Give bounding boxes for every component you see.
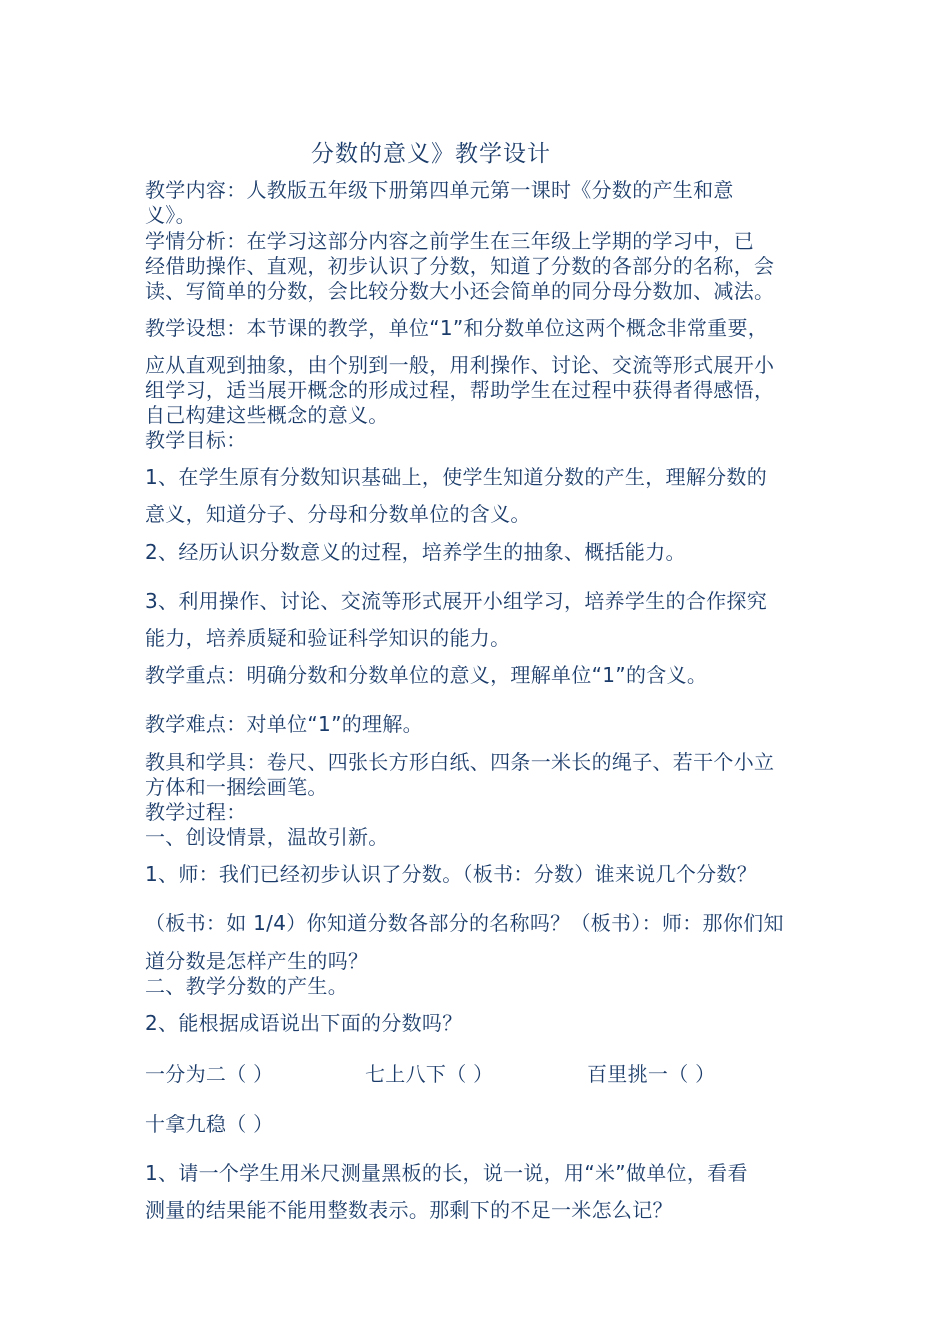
paragraph-line: 组学习，适当展开概念的形成过程，帮助学生在过程中获得者得感悟， — [145, 378, 775, 402]
paragraph-line: 1、请一个学生用米尺测量黑板的长，说一说，用“米”做单位，看看 — [145, 1161, 748, 1185]
paragraph-line: 教具和学具：卷尺、四张长方形白纸、四条一米长的绳子、若干个小立 — [145, 750, 775, 774]
paragraph-line: 读、写简单的分数，会比较分数大小还会简单的同分母分数加、减法。 — [145, 279, 775, 303]
paragraph-line: 教学重点：明确分数和分数单位的意义，理解单位“1”的含义。 — [145, 663, 708, 687]
paragraph-line: 意义，知道分子、分母和分数单位的含义。 — [145, 502, 531, 526]
paragraph-line: 3、利用操作、讨论、交流等形式展开小组学习，培养学生的合作探究 — [145, 589, 768, 613]
paragraph-line: 教学设想：本节课的教学，单位“1”和分数单位这两个概念非常重要， — [145, 316, 769, 340]
paragraph-line: 一、创设情景，温故引新。 — [145, 825, 389, 849]
idiom-blank: 百里挑一（ ） — [587, 1062, 716, 1086]
section-heading: 二、教学分数的产生。 — [145, 974, 348, 998]
idiom-blank: 十拿九稳（ ） — [145, 1112, 274, 1136]
paragraph-line: 经借助操作、直观，初步认识了分数，知道了分数的各部分的名称，会 — [145, 254, 775, 278]
paragraph-line: 能力，培养质疑和验证科学知识的能力。 — [145, 626, 511, 650]
document-title: 分数的意义》教学设计 — [311, 141, 551, 167]
paragraph-line: 方体和一捆绘画笔。 — [145, 775, 328, 799]
paragraph-line: 应从直观到抽象，由个别到一般，用利操作、讨论、交流等形式展开小 — [145, 353, 775, 377]
paragraph-line: 1、师：我们已经初步认识了分数。（板书：分数）谁来说几个分数？ — [145, 862, 758, 886]
paragraph-line: 学情分析：在学习这部分内容之前学生在三年级上学期的学习中，已 — [145, 229, 754, 253]
section-heading: 教学过程： — [145, 800, 247, 824]
section-heading: 教学目标： — [145, 428, 247, 452]
paragraph-line: 测量的结果能不能用整数表示。那剩下的不足一米怎么记？ — [145, 1198, 673, 1222]
paragraph-line: 义》。 — [145, 203, 196, 227]
idiom-blank: 一分为二（ ） — [145, 1062, 274, 1086]
paragraph-line: 2、经历认识分数意义的过程，培养学生的抽象、概括能力。 — [145, 540, 686, 564]
paragraph-line: 1、在学生原有分数知识基础上，使学生知道分数的产生，理解分数的 — [145, 465, 768, 489]
idiom-blank: 七上八下（ ） — [365, 1062, 494, 1086]
paragraph-line: 2、能根据成语说出下面的分数吗？ — [145, 1011, 463, 1035]
paragraph-line: 教学内容：人教版五年级下册第四单元第一课时《分数的产生和意 — [145, 178, 734, 202]
paragraph-line: （板书：如 1/4）你知道分数各部分的名称吗？（板书）：师：那你们知 — [145, 911, 784, 935]
paragraph-line: 教学难点：对单位“1”的理解。 — [145, 712, 423, 736]
paragraph-line: 自己构建这些概念的意义。 — [145, 403, 389, 427]
paragraph-line: 道分数是怎样产生的吗？ — [145, 949, 369, 973]
